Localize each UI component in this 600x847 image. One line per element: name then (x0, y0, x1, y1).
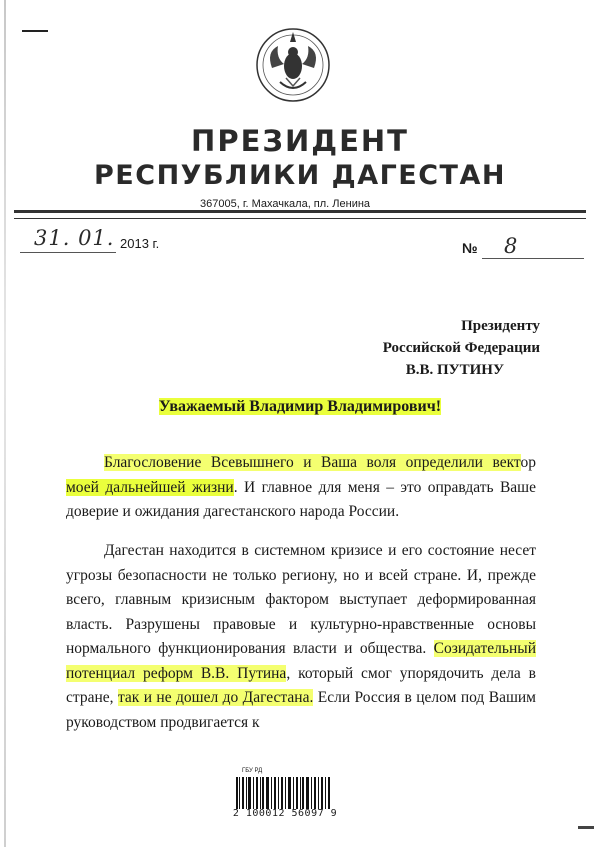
date-year: 2013 г. (120, 236, 160, 251)
coat-of-arms-emblem (252, 24, 334, 106)
sender-address: 367005, г. Махачкала, пл. Ленина (196, 198, 374, 210)
paragraph-2-part2: , который смог упорядочить дела в стране, (66, 664, 537, 706)
salutation (0, 398, 600, 416)
handwritten-number: 8 (504, 234, 518, 258)
barcode-icon (236, 770, 332, 812)
bottom-corner-mark (578, 826, 594, 829)
corner-mark (22, 30, 48, 32)
paragraph-2-part3: Если Россия в целом под Вашим руководством продвигается к (66, 689, 536, 731)
header-rule-thin (14, 218, 586, 219)
highlight-not-reached: так и не дошел до Дагестана. (117, 689, 314, 706)
header-rule-thick (14, 210, 586, 213)
addressee-line2: Российской Федерации (382, 340, 540, 356)
barcode-number: 2 100012 56097 9 (232, 808, 338, 819)
highlight-reform-potential: Созидательный потенциал реформ В.В. Путина (66, 640, 536, 682)
paragraph-1 (66, 451, 536, 525)
barcode-tag: ГБУ РД (242, 768, 263, 774)
number-label: № (462, 240, 478, 256)
salutation-text: Уважаемый Владимир Владимирович! (158, 398, 442, 415)
addressee-line3: В.В. ПУТИНУ (405, 362, 504, 378)
page-title-line2: РЕСПУБЛИКИ ДАГЕСТАН (94, 160, 506, 191)
highlight-life-vector: моей дальнейшей жизни (66, 478, 234, 496)
date-underline (20, 252, 116, 253)
addressee-block (383, 315, 540, 381)
number-underline (482, 258, 584, 259)
paragraph-1-rest: . И главное для меня – это оправдать Ваше доверие и ожидания дагестанского народа России. (66, 478, 536, 520)
paragraph-2 (66, 539, 536, 735)
handwritten-date: 31. 01. (34, 226, 115, 250)
highlight-blessing: Благословение Всевышнего и Ваша воля определили вект (104, 454, 521, 471)
page-title-line1: ПРЕЗИДЕНТ (191, 124, 409, 158)
paragraph-1-fragment: ор (520, 454, 536, 471)
paragraph-2-part1: Дагестан находится в системном кризисе и его состояние несет угрозы безопасности не только региону, но и всей стране. И, прежде всего, главным кризисным фактором выступает деформированная власть. Разрушены правовые и культурно-нравственные основы нормального функционирования власти и общества. (66, 542, 536, 657)
addressee-line1: Президенту (461, 318, 540, 334)
